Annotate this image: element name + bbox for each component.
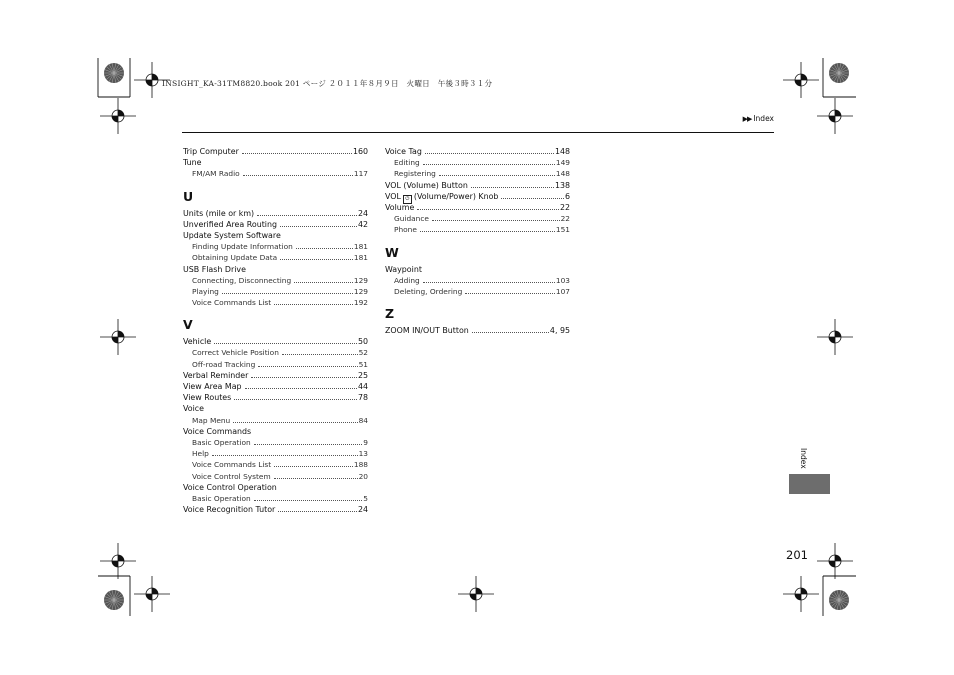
breadcrumb-label: Index (753, 114, 774, 123)
index-entry[interactable] (183, 426, 368, 437)
page-reference[interactable]: 129 (353, 275, 368, 285)
entry-label (192, 286, 222, 297)
index-entry[interactable] (183, 370, 368, 381)
page-reference[interactable]: 181 (353, 242, 368, 252)
entry-label (183, 146, 242, 157)
entry-label-text: Voice Commands List (192, 460, 272, 470)
entry-label (183, 219, 280, 230)
entry-label-text: Phone (394, 225, 417, 235)
dot-leader (417, 209, 559, 210)
entry-label (183, 482, 280, 493)
page-reference[interactable]: 181 (353, 253, 368, 263)
entry-label-suffix: (Volume/Power) Knob (413, 191, 499, 201)
entry-label (192, 359, 258, 370)
side-tab-label: Index (799, 448, 808, 469)
index-entry[interactable] (385, 264, 570, 275)
entry-label-text: Connecting, Disconnecting (192, 275, 292, 285)
page-reference[interactable]: 5 (363, 493, 368, 503)
entry-label-text: Registering (394, 169, 436, 179)
entry-label-text: Help (192, 449, 209, 459)
page-reference[interactable]: 22 (560, 214, 570, 224)
index-subentry[interactable] (183, 286, 368, 297)
page-reference[interactable]: 20 (358, 471, 368, 481)
page-reference[interactable]: 84 (358, 415, 368, 425)
index-subentry[interactable] (183, 275, 368, 286)
index-subentry[interactable] (183, 241, 368, 252)
index-subentry[interactable] (183, 493, 368, 504)
dot-leader (471, 187, 554, 188)
index-entry[interactable] (183, 264, 368, 275)
index-subentry[interactable] (183, 448, 368, 459)
entry-label-text: Correct Vehicle Position (192, 348, 279, 358)
page-reference[interactable]: 138 (554, 180, 570, 190)
index-entry[interactable] (183, 482, 368, 493)
registration-crosshair (134, 576, 170, 612)
entry-label (385, 180, 471, 191)
index-entry[interactable] (183, 504, 368, 515)
page-reference[interactable]: 22 (559, 202, 570, 212)
dot-leader (501, 198, 564, 199)
index-entry[interactable] (183, 157, 368, 168)
index-subentry[interactable] (183, 359, 368, 370)
entry-label-text: Update System Software (183, 230, 281, 240)
page-reference[interactable]: 192 (353, 298, 368, 308)
header-rule (182, 132, 774, 133)
entry-label-text: Map Menu (192, 415, 231, 425)
entry-label-text: ZOOM IN/OUT Button (385, 326, 469, 336)
page-reference[interactable]: 52 (358, 348, 368, 358)
index-entry[interactable] (385, 146, 570, 157)
dot-leader (432, 220, 560, 221)
entry-label-text: Basic Operation (192, 493, 251, 503)
entry-label-text: Playing (192, 286, 219, 296)
entry-label (192, 448, 212, 459)
registration-target (829, 590, 849, 610)
entry-label (192, 415, 233, 426)
index-entry[interactable] (385, 191, 570, 202)
registration-crosshair (783, 62, 819, 98)
entry-label-text: Voice Control System (192, 471, 271, 481)
entry-label-text: FM/AM Radio (192, 169, 240, 179)
entry-label (183, 336, 214, 347)
entry-label (385, 325, 472, 336)
entry-label-text: Finding Update Information (192, 242, 293, 252)
entry-label (183, 426, 254, 437)
entry-label (183, 370, 251, 381)
index-subentry[interactable] (183, 415, 368, 426)
dot-leader (234, 399, 357, 400)
entry-label (183, 403, 207, 414)
index-section-letter: W (385, 244, 399, 260)
index-entry[interactable] (183, 208, 368, 219)
entry-label-text: Off-road Tracking (192, 359, 256, 369)
entry-label (192, 252, 280, 263)
index-subentry[interactable] (385, 275, 570, 286)
dot-leader (257, 215, 357, 216)
index-entry[interactable] (183, 392, 368, 403)
index-subentry[interactable] (385, 286, 570, 297)
entry-label (183, 264, 249, 275)
page-reference[interactable]: 25 (357, 370, 368, 380)
dot-leader (254, 444, 363, 445)
dot-leader (212, 455, 358, 456)
print-file-header: INSIGHT_KA-31TM8820.book 201 ページ ２０１１年８月９日 火曜日 午後３時３１分 (162, 79, 493, 88)
dot-leader (243, 175, 353, 176)
dot-leader (258, 366, 357, 367)
index-subentry[interactable] (183, 459, 368, 470)
entry-label-text: Basic Operation (192, 437, 251, 447)
index-entry[interactable] (183, 219, 368, 230)
entry-label-text: Verbal Reminder (183, 370, 249, 380)
dot-leader (214, 343, 357, 344)
page-number: 201 (786, 548, 808, 562)
entry-label (192, 493, 254, 504)
entry-label (394, 224, 420, 235)
dot-leader (425, 153, 554, 154)
registration-crosshair (783, 576, 819, 612)
registration-crosshair (458, 576, 494, 612)
index-subentry[interactable] (183, 252, 368, 263)
dot-leader (222, 293, 353, 294)
registration-crosshair (817, 98, 853, 134)
dot-leader (242, 153, 352, 154)
entry-label-text: Volume (385, 202, 415, 212)
entry-label (394, 286, 465, 297)
registration-target (829, 63, 849, 83)
entry-label (394, 213, 432, 224)
index-subentry[interactable] (183, 297, 368, 308)
entry-label (192, 437, 254, 448)
dot-leader (423, 282, 555, 283)
index-entry[interactable] (183, 336, 368, 347)
page-reference[interactable]: 42 (357, 219, 368, 229)
entry-label-text: Editing (394, 158, 420, 168)
entry-label-text: Obtaining Update Data (192, 253, 278, 263)
dot-leader (439, 175, 555, 176)
entry-label-text: Voice Tag (385, 147, 422, 156)
dot-leader (254, 500, 363, 501)
entry-label (385, 264, 425, 275)
dot-leader (423, 164, 555, 165)
dot-leader (274, 304, 353, 305)
side-tab-label-wrap (800, 448, 810, 470)
entry-label-text: Voice Recognition Tutor (183, 505, 276, 515)
registration-target (104, 590, 124, 610)
index-entry[interactable] (183, 146, 368, 157)
page-reference[interactable]: 51 (358, 359, 368, 369)
entry-label (183, 392, 234, 403)
entry-label (192, 459, 274, 470)
dot-leader (278, 511, 357, 512)
page-reference[interactable]: 148 (555, 169, 570, 179)
entry-label (183, 157, 204, 168)
registration-crosshair (817, 543, 853, 579)
entry-label (394, 157, 423, 168)
dot-leader (465, 293, 555, 294)
index-column-1 (183, 146, 368, 515)
page-reference[interactable]: 6 (564, 191, 570, 201)
index-section-letter: Z (385, 306, 395, 322)
index-subentry[interactable] (183, 347, 368, 358)
entry-label (183, 230, 284, 241)
page-reference[interactable]: 103 (555, 275, 570, 285)
dot-leader (420, 231, 555, 232)
entry-label-text: Deleting, Ordering (394, 286, 463, 296)
page-reference[interactable]: 188 (353, 460, 368, 470)
registration-crosshair (100, 319, 136, 355)
page-reference[interactable]: 4, 95 (549, 326, 570, 336)
entry-label-text: Vehicle (183, 337, 212, 347)
index-entry[interactable] (183, 381, 368, 392)
entry-label-text: Trip Computer (183, 147, 239, 156)
power-knob-icon: ⏻ (403, 195, 412, 204)
page-reference[interactable]: 24 (357, 505, 368, 515)
double-arrow-icon: ▶▶ (742, 115, 752, 123)
entry-label (183, 381, 245, 392)
page-reference[interactable]: 129 (353, 286, 368, 296)
index-subentry[interactable] (385, 224, 570, 235)
entry-label (385, 202, 417, 213)
registration-crosshair (100, 98, 136, 134)
page-reference[interactable]: 151 (555, 225, 570, 235)
page-reference[interactable]: 148 (554, 147, 570, 156)
entry-label (192, 471, 274, 482)
index-subentry[interactable] (385, 157, 570, 168)
entry-label (192, 241, 296, 252)
entry-label-text: Guidance (394, 214, 429, 224)
entry-label-text: USB Flash Drive (183, 264, 246, 274)
entry-label (394, 168, 439, 179)
index-section-letter: U (183, 188, 194, 204)
dot-leader (274, 466, 353, 467)
dot-leader (282, 354, 358, 355)
index-subentry[interactable] (385, 213, 570, 224)
index-section-letter: V (183, 317, 193, 333)
entry-label-text: VOL (385, 191, 401, 201)
page-reference[interactable]: 160 (352, 147, 368, 156)
entry-label (183, 208, 257, 219)
index-entry[interactable] (183, 403, 368, 414)
entry-label (192, 168, 243, 179)
entry-label-text: Voice Control Operation (183, 482, 277, 492)
page-reference[interactable]: 149 (555, 158, 570, 168)
entry-label-text: Adding (394, 275, 420, 285)
side-index-tab[interactable] (789, 474, 830, 494)
page-reference[interactable]: 9 (363, 437, 368, 447)
entry-label (192, 275, 294, 286)
entry-label (192, 297, 274, 308)
entry-label (394, 275, 423, 286)
entry-label-text: Unverified Area Routing (183, 219, 277, 229)
page-reference[interactable]: 107 (555, 286, 570, 296)
entry-label-text: Voice Commands List (192, 298, 272, 308)
entry-label-text: Units (mile or km) (183, 208, 255, 218)
registration-target (104, 63, 124, 83)
index-entry[interactable] (183, 230, 368, 241)
entry-label-text: VOL (Volume) Button (385, 180, 468, 190)
index-subentry[interactable] (183, 437, 368, 448)
page-reference[interactable]: 117 (353, 169, 368, 179)
index-entry[interactable] (385, 180, 570, 191)
dot-leader (274, 478, 358, 479)
page-reference[interactable]: 24 (357, 208, 368, 218)
page-reference[interactable]: 78 (357, 393, 368, 403)
registration-crosshair (817, 319, 853, 355)
dot-leader (296, 248, 353, 249)
dot-leader (280, 259, 353, 260)
dot-leader (251, 377, 357, 378)
page-reference[interactable]: 44 (357, 382, 368, 391)
entry-label-text: Tune (183, 158, 202, 168)
entry-label (385, 146, 425, 157)
index-subentry[interactable] (183, 168, 368, 179)
registration-crosshair (100, 543, 136, 579)
dot-leader (472, 332, 549, 333)
entry-label-text: Voice (183, 404, 204, 414)
dot-leader (280, 226, 357, 227)
entry-label-text: View Routes (183, 393, 232, 403)
entry-label-text: View Area Map (183, 382, 242, 391)
entry-label (183, 504, 278, 515)
dot-leader (294, 282, 353, 283)
index-subentry[interactable] (183, 471, 368, 482)
index-entry[interactable] (385, 325, 570, 336)
breadcrumb[interactable] (743, 114, 774, 123)
page-reference[interactable]: 13 (358, 449, 368, 459)
index-subentry[interactable] (385, 168, 570, 179)
entry-label (192, 347, 282, 358)
index-column-2 (385, 146, 570, 336)
dot-leader (233, 422, 357, 423)
dot-leader (245, 388, 357, 389)
entry-label-text: Waypoint (385, 264, 422, 274)
page-reference[interactable]: 50 (357, 337, 368, 347)
entry-label-text: Voice Commands (183, 426, 252, 436)
